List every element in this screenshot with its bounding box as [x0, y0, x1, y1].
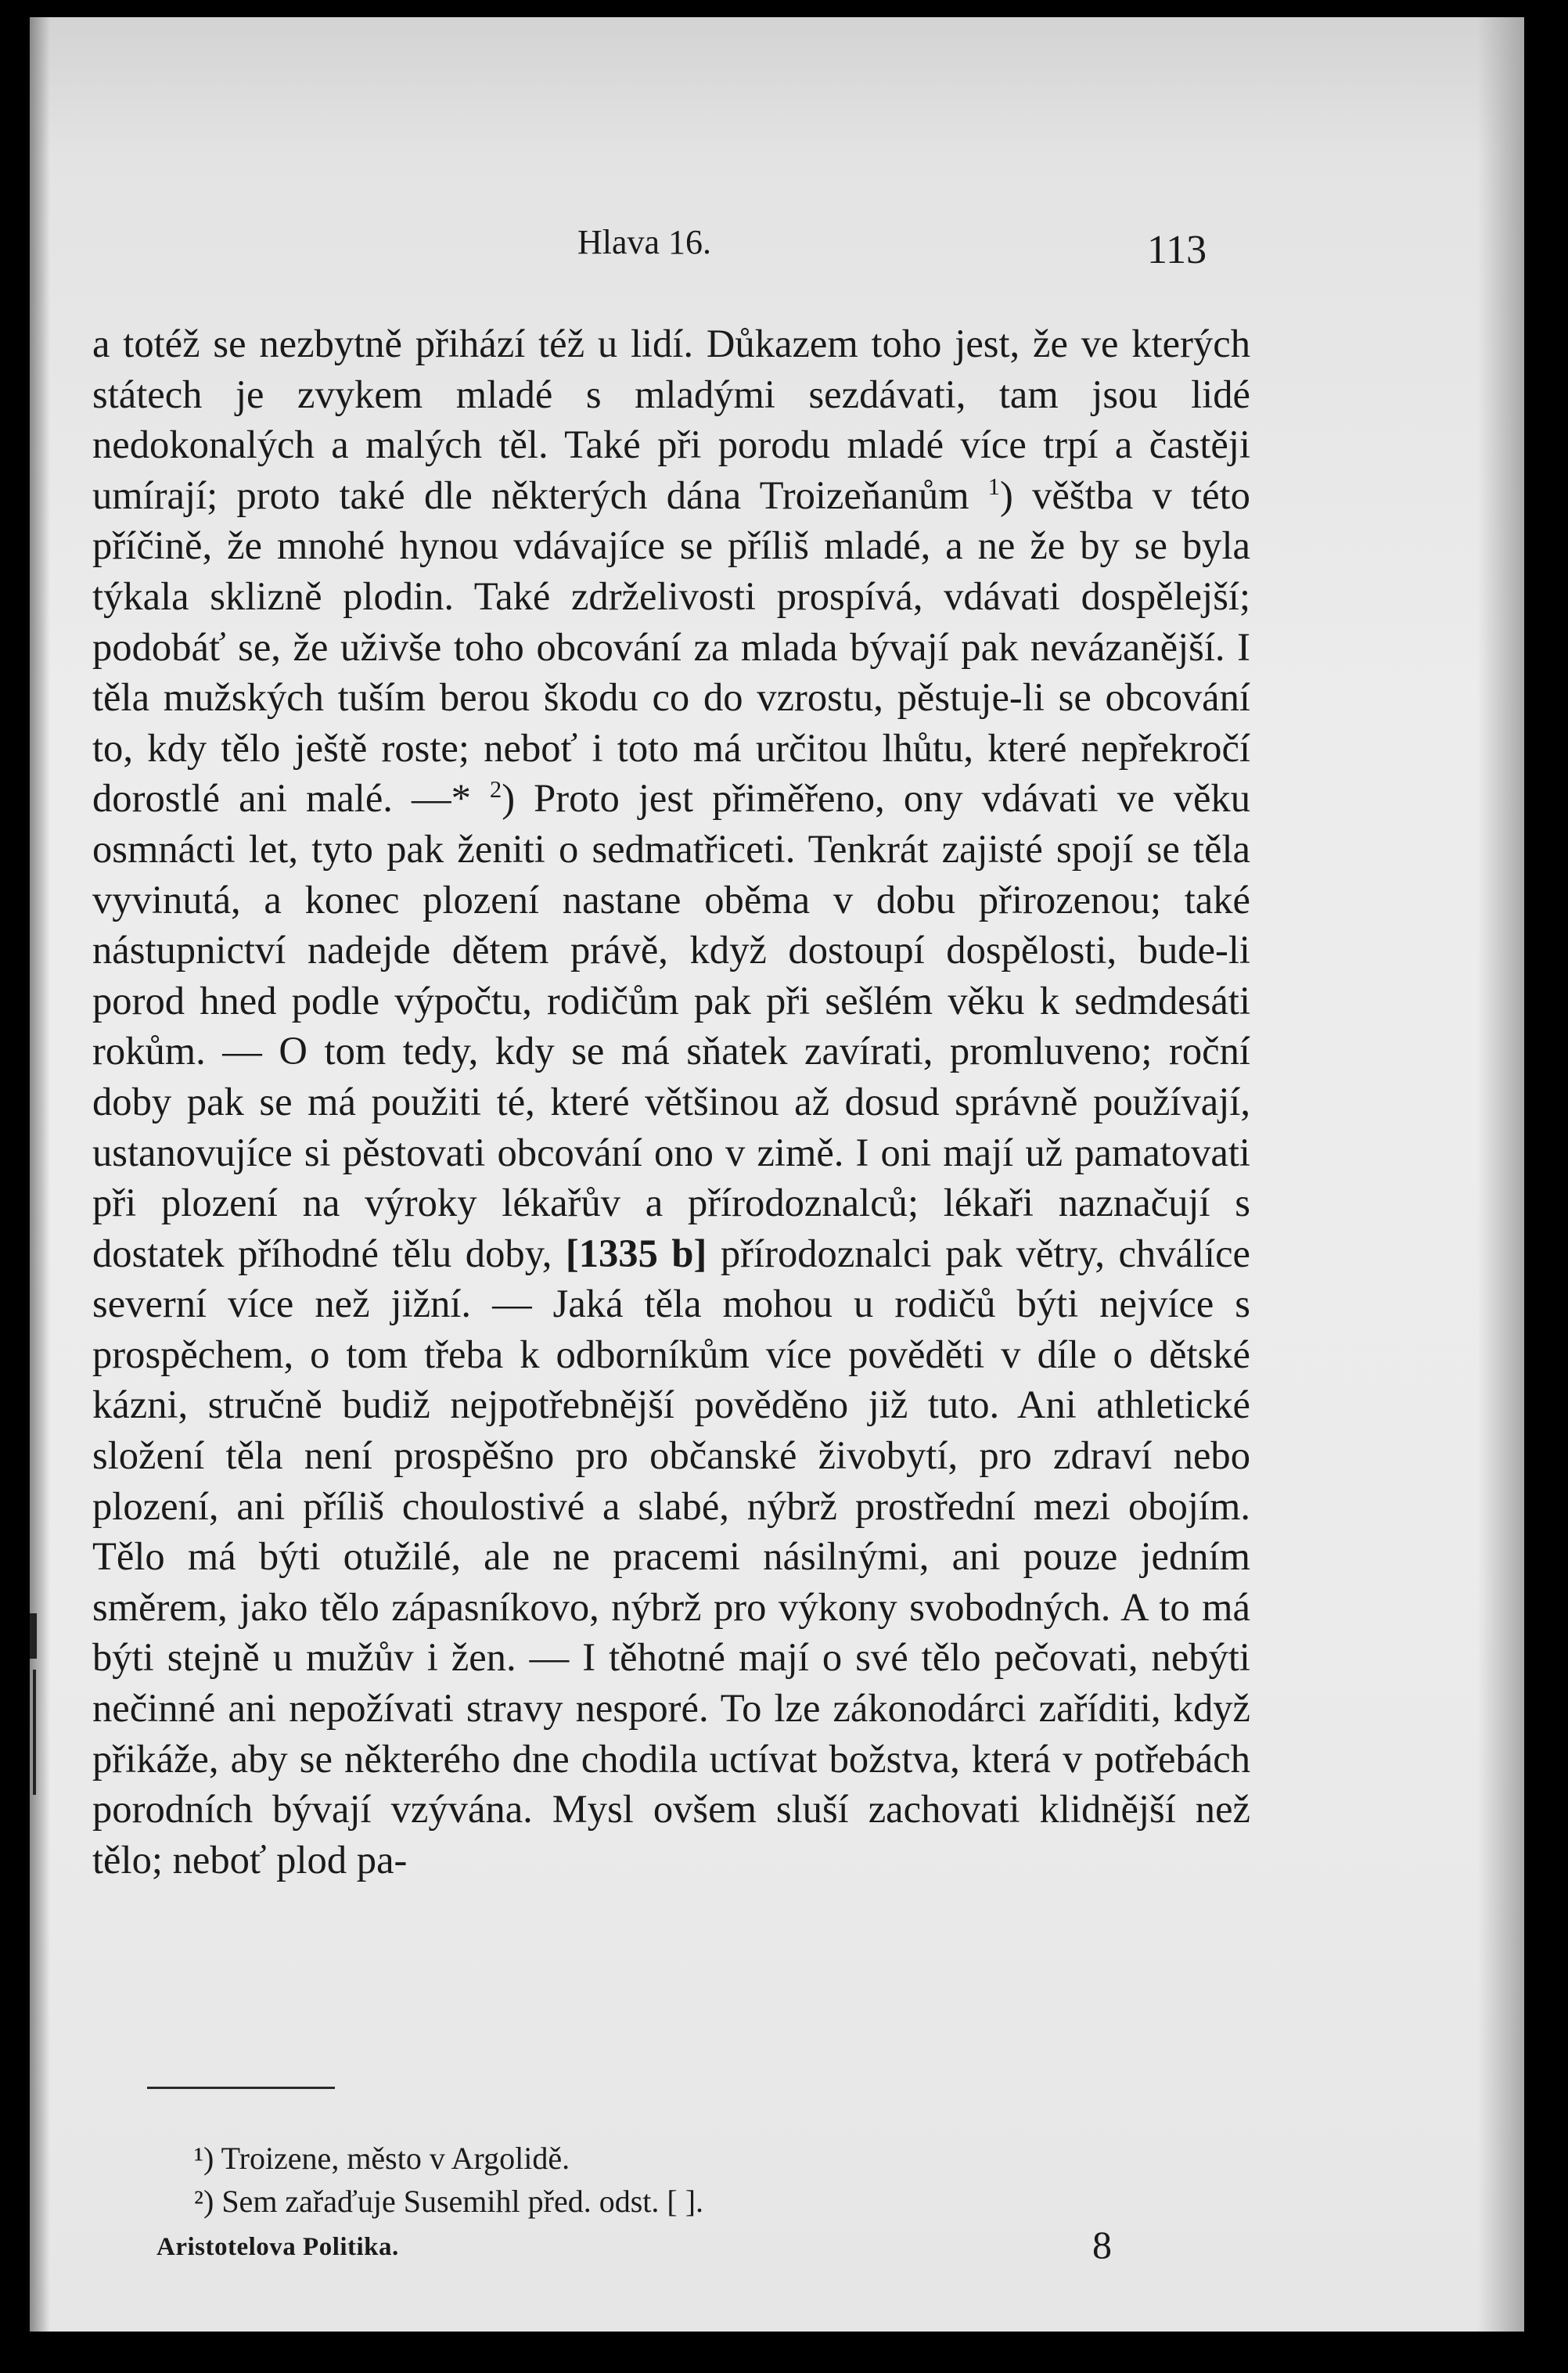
footnote-text: Sem zařaďuje Susemihl před. odst. [ ]. — [214, 2184, 704, 2219]
body-text — [92, 318, 1250, 1885]
book-page — [30, 17, 1524, 2332]
footnote-mark: ²) — [194, 2184, 214, 2219]
body-segment: ) věštba v této příčině, že mnohé hynou vdávajíce se příliš mladé, a ne že by se byla týkala sklizně plodin. Také zdrželivosti prospívá, vdávati dospělejší; podobáť se, že uživše toho obcování za mlada bývají pak nevázanější. I těla mužských tuším berou škodu co do vzrostu, pěstuje-li se obcování to, kdy tělo ještě roste; neboť i toto má určitou lhůtu, které nepřekročí dorostlé ani malé. —* — [92, 473, 1250, 821]
body-segment: ) Proto jest přiměřeno, ony vdávati ve věku osmnácti let, tyto pak ženiti o sedmatřiceti. Tenkrát zajisté spojí se těla vyvinutá, a konec plození nastane oběma v dobu přirozenou; také nástupnictví nadejde dětem právě, když dostoupí dospělosti, bude-li porod hned podle výpočtu, rodičům pak při sešlém věku k sedmdesáti rokům. — O tom tedy, kdy se má sňatek zavírati, promluveno; roční doby pak se má použiti té, které většinou až dosud správně používají, ustanovujíce si pěstovati obcování ono v zimě. I oni mají už pamatovati při plození na výroky lékařův a přírodoznalců; lékaři naznačují s dostatek příhodné tělu doby, — [92, 776, 1250, 1275]
footnote-ref: 1 — [987, 473, 1000, 500]
footnote-mark: ¹) — [194, 2141, 214, 2176]
margin-mark — [30, 1613, 37, 1659]
signature-mark: 8 — [1092, 2223, 1112, 2267]
body-segment: a totéž se nezbytně přihází též u lidí. Důkazem toho jest, že ve kterých státech je zvykem mladé s mladými sezdávati, tam jsou lidé nedokonalých a malých těl. Také při porodu mladé více trpí a častěji umírají; proto také dle některých dána Troizeňanům — [92, 322, 1250, 517]
footnote-text: Troizene, město v Argolidě. — [214, 2141, 570, 2176]
margin-mark — [33, 1670, 36, 1795]
footnote-divider — [147, 2087, 335, 2089]
footnote-2 — [194, 2183, 703, 2220]
page-number: 113 — [1147, 228, 1207, 272]
body-segment: přírodoznalci pak větry, chválíce severní více než jižní. — Jaká těla mohou u rodičů býti nejvíce s prospěchem, o tom třeba k odborníkům více pověděti v díle o dětské kázni, stručně budiž nejpotřebnější pověděno již tuto. Ani athletické složení těla není prospěšno pro občanské živobytí, pro zdraví nebo plození, ani příliš choulostivé a slabé, nýbrž prostřední mezi obojím. Tělo má býti otužilé, ale ne pracemi násilnými, ani pouze jedním směrem, jako tělo zápasníkovo, nýbrž pro výkony svobodných. A to má býti stejně u mužův i žen. — I těhotné mají o své tělo pečovati, nebýti nečinné ani nepožívati stravy nesporé. To lze zákonodárci zaříditi, když přikáže, aby se některého dne chodila uctívat božstva, která v potřebách porodních bývají vzývána. Mysl ovšem sluší zachovati klidnější než tělo; neboť plod pa- — [92, 1231, 1250, 1882]
footnote-ref: 2 — [490, 776, 502, 804]
book-title-signature: Aristotelova Politika. — [156, 2233, 399, 2261]
page-right-shadow — [1477, 17, 1524, 2332]
footnote-1 — [194, 2140, 570, 2177]
bekker-marker: [1335 b] — [565, 1231, 707, 1275]
running-head: Hlava 16. — [577, 223, 712, 261]
page-left-shadow — [30, 17, 50, 2332]
